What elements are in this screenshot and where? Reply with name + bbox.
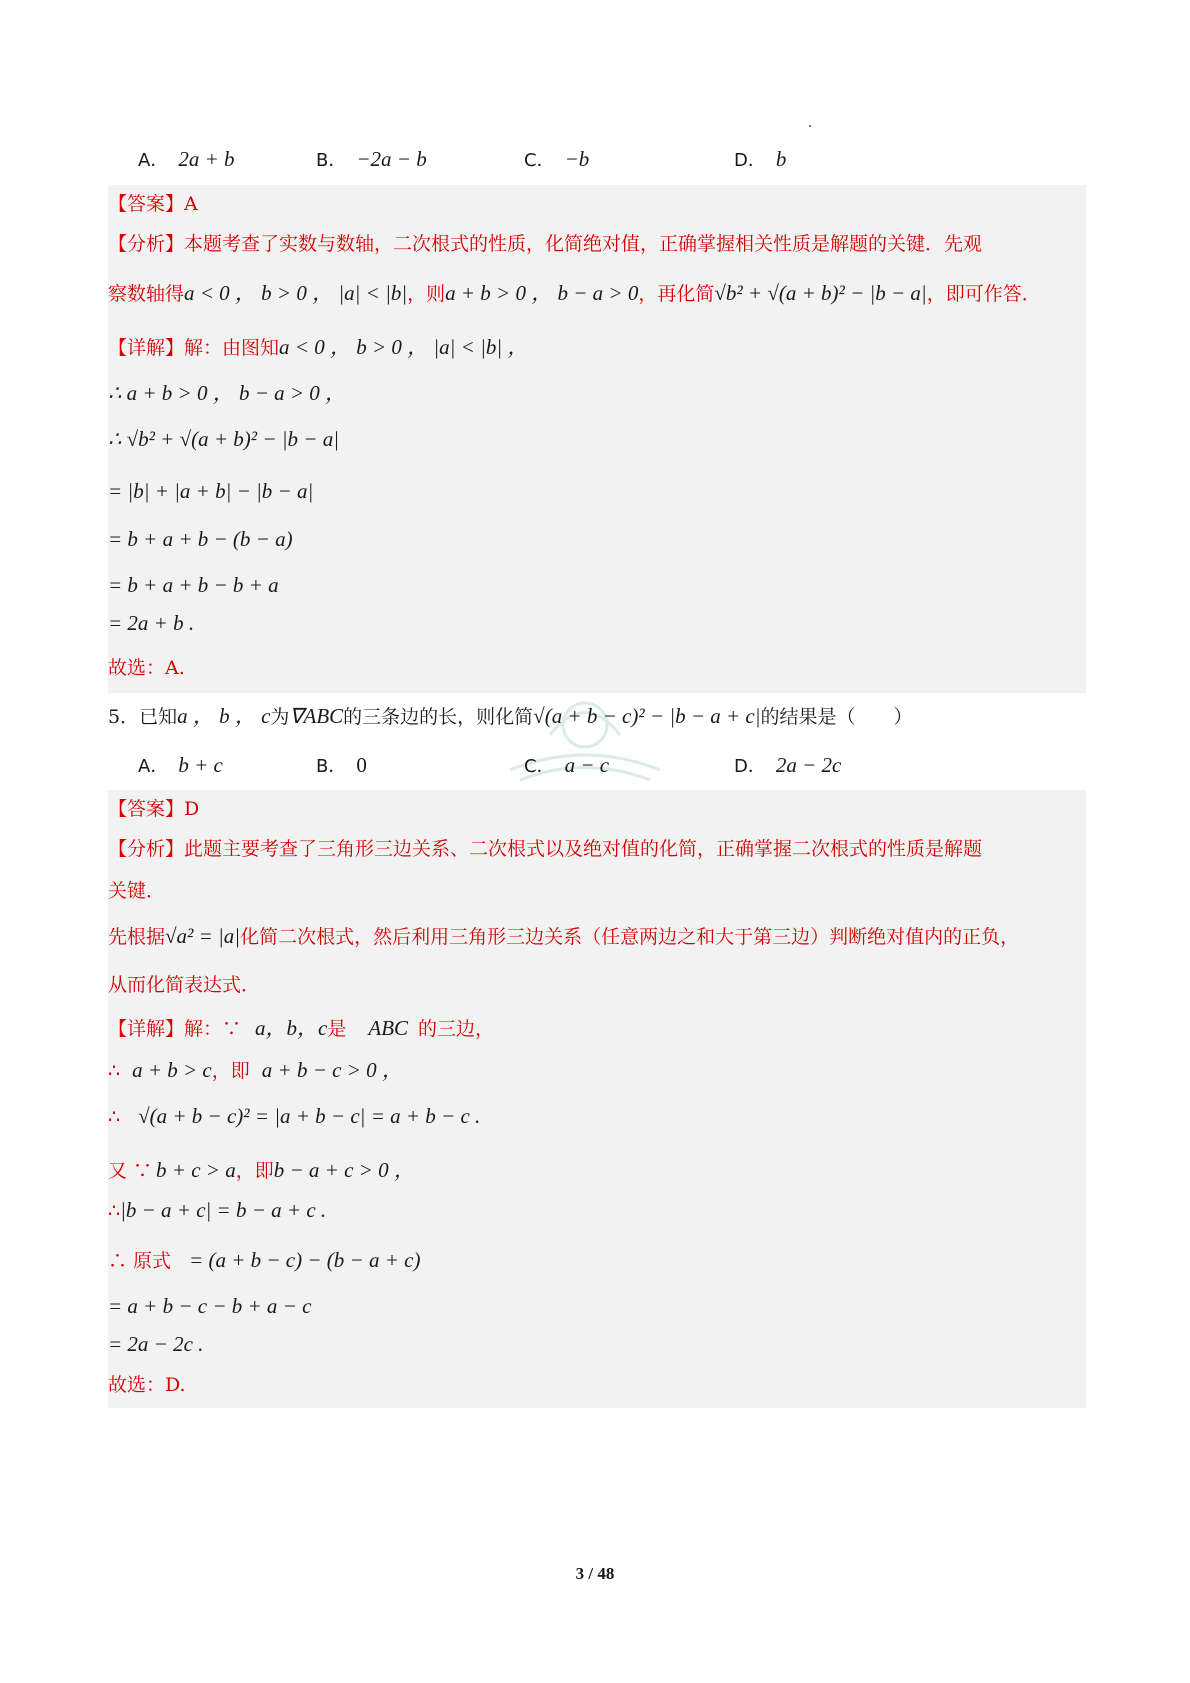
analysis-text: 关键． [108,880,166,902]
choice-label: B． [316,150,347,171]
step-prefix: ∴ [108,1106,121,1128]
q4-step [108,527,293,552]
q5-step [108,1154,415,1184]
step-math: √(a + b − c)² = |a + b − c| = a + b − c . [138,1104,481,1128]
q4-detail-intro [108,331,528,361]
final-answer: 故选：A. [108,657,185,679]
step-math: = 2a + b . [108,611,195,635]
q4-choice-c [524,146,589,172]
step-prefix: ∴ 原式 [108,1250,172,1272]
q5-detail-intro [108,1012,494,1042]
q4-step [108,611,194,636]
step-prefix: 又 ∵ [108,1160,153,1182]
step-math: = b + a + b − (b − a) [108,527,293,551]
q5-step [108,1054,403,1084]
q5-choice-b [316,752,367,778]
detail-tag: 【详解】 [108,1018,185,1040]
step-math: ∴ √b² + √(a + b)² − |b − a| [108,427,339,451]
choice-value: 2a − 2c [775,753,842,777]
answer-value: D [184,798,200,820]
page-number: 3 / 48 [575,1564,615,1583]
detail-math: ABC [368,1016,409,1040]
final-answer: 故选：D. [108,1374,186,1396]
detail-text: 是 [327,1018,347,1040]
q4-step [108,479,313,504]
detail-tag: 【详解】 [108,337,185,359]
answer-value: A [184,193,198,215]
choice-label: A． [138,150,169,171]
detail-math: a < 0 ， b > 0 ， |a| < |b| ， [279,335,529,359]
choice-label: D． [734,150,766,171]
q4-analysis-line2 [108,277,1041,307]
stray-dot [809,125,811,127]
q5-step [108,1332,203,1357]
choice-value: 2a + b [178,147,235,171]
step-math: |b − a + c| = b − a + c . [120,1198,327,1222]
question-math: ∇ABC [289,704,344,728]
detail-math: a，b，c [255,1016,328,1040]
q5-solution-box [108,790,1086,1408]
step-math: ∴ a + b > 0 ， b − a > 0 ， [108,381,347,405]
q5-answer [108,794,199,821]
analysis-text: 本题考查了实数与数轴，二次根式的性质，化简绝对值，正确掌握相关性质是解题的关键．先观 [184,233,983,255]
choice-label: B． [316,756,347,777]
analysis-tag: 【分析】 [108,838,185,860]
step-math: = a + b − c − b + a − c [108,1294,312,1318]
q5-analysis-line1 [108,834,982,861]
q5-analysis-line3 [108,922,1019,949]
step-math: b − a + c > 0 ， [273,1158,415,1182]
analysis-math: √b² + √(a + b)² − |b − a| [714,281,927,305]
step-prefix: ∴ [108,1200,121,1222]
q5-choices [108,752,1068,786]
analysis-text: 察数轴得 [108,283,185,305]
q4-step [108,377,346,407]
q4-answer [108,189,198,216]
choice-label: D． [734,756,766,777]
analysis-tag: 【分析】 [108,233,185,255]
detail-text: 解：由图知 [184,337,280,359]
q4-analysis-line1 [108,229,982,256]
step-math: a + b > c [132,1058,212,1082]
choice-value: 0 [356,753,367,777]
q4-step [108,427,339,452]
step-math: = |b| + |a + b| − |b − a| [108,479,314,503]
q4-choice-d [734,146,786,172]
step-text: ，即 [235,1160,274,1182]
analysis-text: 先根据 [108,926,166,948]
choice-value: −b [564,147,590,171]
step-prefix: ∴ [108,1060,121,1082]
q5-analysis-line2 [108,876,165,903]
analysis-text: 从而化简表达式． [108,974,261,996]
question-text: 5．已知 [108,706,178,728]
step-math: = 2a − 2c . [108,1332,204,1356]
question-text: 的结果是（ ） [760,706,913,728]
choice-value: b [775,147,787,171]
answer-tag: 【答案】 [108,798,185,820]
analysis-text: ，则 [407,283,446,305]
q5-choice-d [734,752,841,778]
analysis-text: 化简二次根式，然后利用三角形三边关系（任意两边之和大于第三边）判断绝对值内的正负， [240,926,1020,948]
q4-choice-a [138,146,235,172]
q5-question [108,700,913,730]
detail-text: 的三边， [418,1018,495,1040]
q5-analysis-line4 [108,970,260,997]
q4-step [108,573,279,598]
q5-step [108,1246,420,1273]
q5-step [108,1104,480,1129]
step-text: ，即 [211,1060,250,1082]
question-math: a ， b ， c [177,704,271,728]
step-math: = b + a + b − b + a [108,573,279,597]
q4-choices [108,146,1068,180]
step-math: = (a + b − c) − (b − a + c) [189,1248,421,1272]
choice-label: C． [524,756,555,777]
q4-choice-b [316,146,427,172]
analysis-text: ，再化简 [638,283,715,305]
question-math: √(a + b − c)² − |b − a + c| [533,704,761,728]
answer-tag: 【答案】 [108,193,185,215]
analysis-math: a < 0 ， b > 0 ， |a| < |b| [184,281,408,305]
analysis-text: 此题主要考查了三角形三边关系、二次根式以及绝对值的化简，正确掌握二次根式的性质是解题 [184,838,983,860]
detail-text: 解：∵ [184,1018,242,1040]
choice-label: C． [524,150,555,171]
q4-solution-box [108,185,1086,693]
analysis-math: √a² = |a| [165,924,241,948]
analysis-text: ，即可作答． [926,283,1041,305]
step-math: a + b − c > 0 ， [261,1058,403,1082]
choice-label: A． [138,756,169,777]
q5-choice-a [138,752,223,778]
q5-final [108,1370,186,1397]
q4-final [108,653,185,680]
choice-value: a − c [564,753,610,777]
q5-step [108,1198,326,1223]
q5-choice-c [524,752,609,778]
question-text: 为 [270,706,290,728]
choice-value: −2a − b [356,147,427,171]
step-math: b + c > a [156,1158,236,1182]
choice-value: b + c [178,753,223,777]
question-text: 的三条边的长，则化简 [343,706,534,728]
analysis-math: a + b > 0 ， b − a > 0 [445,281,639,305]
q5-step [108,1294,311,1319]
